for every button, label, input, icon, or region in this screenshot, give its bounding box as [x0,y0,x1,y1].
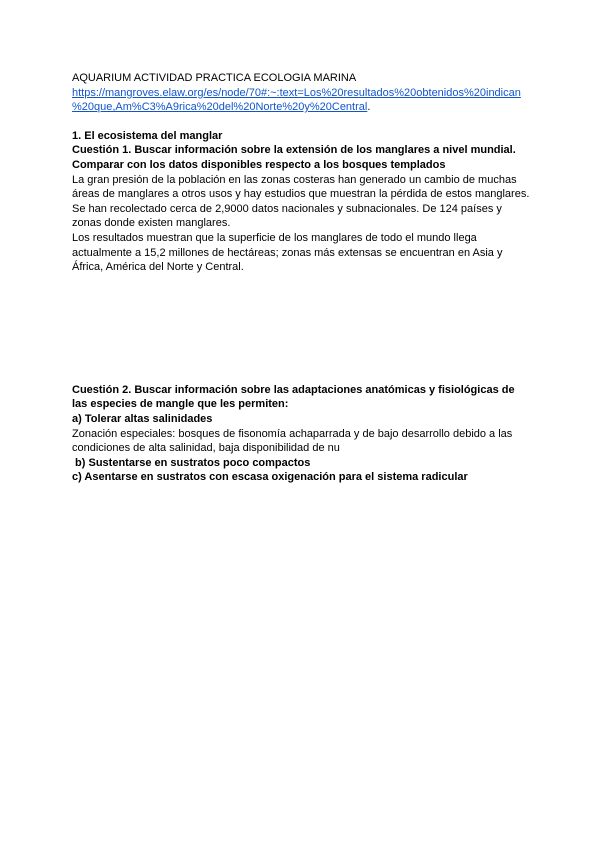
spacer [72,275,530,383]
question-1-paragraph-1: La gran presión de la población en las zonas costeras han generado un cambio de muchas áreas de manglares a otros usos y hay estudios que muestran la pérdida de estos manglares. [72,173,530,201]
question-2-item-c: c) Asentarse en sustratos con escasa oxigenación para el sistema radicular [72,471,468,484]
question-2-heading: Cuestión 2. Buscar información sobre las adaptaciones anatómicas y fisiológicas de las especies de mangle que les permiten: [72,383,515,411]
question-2-item-b: b) Sustentarse en sustratos poco compactos [72,456,311,469]
question-2-item-a-answer: Zonación especiales: bosques de fisonomía achaparrada y de bajo desarrollo debido a las condiciones de alta salinidad, baja disponibilidad de nu [72,427,513,455]
reference-link-line2[interactable]: %20que,Am%C3%A9rica%20del%20Norte%20y%20Central [72,101,368,114]
question-2-item-a: a) Tolerar altas salinidades [72,412,213,425]
question-1-heading: Cuestión 1. Buscar información sobre la extensión de los manglares a nivel mundial. Comparar con los datos disponibles respecto a los bosques templados [72,144,516,171]
question-1-paragraph-2: Se han recolectado cerca de 2,9000 datos nacionales y subnacionales. De 124 países y zonas donde existen manglares. [72,202,502,230]
link-period: . [367,101,371,114]
document-content [72,71,530,485]
reference-link-line1[interactable]: https://mangroves.elaw.org/es/node/70#:~:text=Los%20resultados%20obtenidos%20indican [72,86,521,99]
question-1-paragraph-3: Los resultados muestran que la superficie de los manglares de todo el mundo llega actualmente a 15,2 millones de hectáreas; zonas más extensas se encuentran en Asia y África, América del Norte y Central. [72,231,503,274]
document-title: AQUARIUM ACTIVIDAD PRACTICA ECOLOGIA MARINA [72,72,357,84]
reference-link[interactable] [72,86,530,101]
reference-link-continued[interactable] [72,100,530,115]
spacer [72,115,530,129]
section-heading: 1. El ecosistema del manglar [72,129,223,142]
